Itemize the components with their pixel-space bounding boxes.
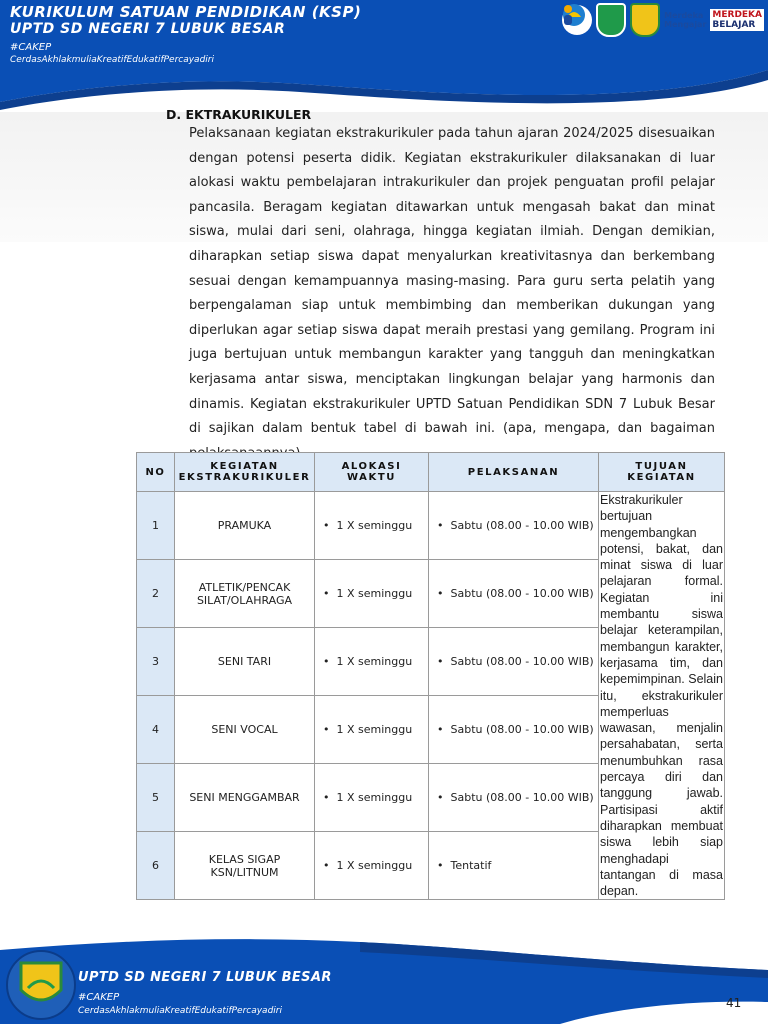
bullet-item: • Sabtu (08.00 - 10.00 WIB) — [437, 723, 594, 736]
header-motto: CerdasAkhlakmuliaKreatifEdukatifPercayadiri — [10, 55, 214, 65]
schedule — [429, 492, 599, 560]
bullet-item: • 1 X seminggu — [323, 519, 412, 532]
bullet-item: • 1 X seminggu — [323, 587, 412, 600]
bullet-item: • 1 X seminggu — [323, 859, 412, 872]
section-paragraph: Pelaksanaan kegiatan ekstrakurikuler pada tahun ajaran 2024/2025 disesuaikan dengan potensi peserta didik. Kegiatan ekstrakurikuler dilaksanakan di luar alokasi waktu pembelajaran intrakurikuler dan projek penguatan profil pelajar pancasila. Beragam kegiatan ditawarkan untuk mengasah bakat dan minat siswa, mulai dari seni, olahraga, hingga kegiatan ilmiah. Dengan demikian, diharapkan setiap siswa dapat menyalurkan kreativitasnya dan berkembang sesuai dengan kemampuannya masing-masing. Para guru serta pelatih yang berpengalaman siap untuk membimbing dan memberikan dukungan yang diperlukan agar setiap siswa dapat meraih prestasi yang gemilang. Program ini juga bertujuan untuk membangun karakter yang tangguh dan meningkatkan kerjasama antar siswa, menciptakan lingkungan belajar yang harmonis dan dinamis. Kegiatan ekstrakurikuler UPTD Satuan Pendidikan SDN 7 Lubuk Besar di sajikan dalam bentuk tabel di bawah ini. (apa, mengapa, dan bagaiman — [189, 126, 715, 437]
activity-name: PRAMUKA — [175, 492, 315, 560]
footer-motto: CerdasAkhlakmuliaKreatifEdukatifPercayadiri — [78, 1006, 282, 1016]
bullet-item: • Sabtu (08.00 - 10.00 WIB) — [437, 587, 594, 600]
merdeka-belajar-text-1: MERDEKA — [712, 10, 762, 20]
time-allocation — [315, 764, 429, 832]
schedule — [429, 628, 599, 696]
footer-school-name: UPTD SD NEGERI 7 LUBUK BESAR — [78, 970, 332, 985]
schedule — [429, 560, 599, 628]
schedule — [429, 832, 599, 900]
header-no: NO — [137, 453, 175, 492]
bullet-item: • 1 X seminggu — [323, 791, 412, 804]
merdeka-belajar-text-2: BELAJAR — [712, 20, 756, 30]
time-allocation — [315, 560, 429, 628]
extracurricular-table — [136, 452, 725, 900]
header-school-name: UPTD SD NEGERI 7 LUBUK BESAR — [10, 21, 286, 37]
header-title: KURIKULUM SATUAN PENDIDIKAN (KSP) — [10, 3, 362, 21]
bullet-item: • Tentatif — [437, 859, 491, 872]
bullet-item: • Sabtu (08.00 - 10.00 WIB) — [437, 655, 594, 668]
section-title: D. EKTRAKURIKULER — [166, 107, 312, 122]
bullet-item: • Sabtu (08.00 - 10.00 WIB) — [437, 791, 594, 804]
merdeka-mengajar-logo — [664, 11, 706, 29]
activity-name: SENI VOCAL — [175, 696, 315, 764]
row-number: 1 — [137, 492, 175, 560]
mengajar-text: Mengajar — [664, 20, 707, 29]
footer-hashtag: #CAKEP — [78, 992, 120, 1003]
row-number: 6 — [137, 832, 175, 900]
bullet-item: • 1 X seminggu — [323, 655, 412, 668]
time-allocation — [315, 832, 429, 900]
merdeka-text: Merdeka — [664, 11, 704, 20]
page-header — [0, 0, 768, 112]
row-number: 4 — [137, 696, 175, 764]
activity-goal: Ekstrakurikuler bertujuan mengembangkan potensi, bakat, dan minat siswa di luar pelajaran formal. Kegiatan ini membantu siswa belajar keterampilan, membangun karakter, kerjasama tim, dan kepemimpinan. Selain itu, ekstrakurikuler memperluas wawasan, menjalin persahabatan, serta menumbuhkan rasa percaya diri dan tanggung jawab. Partisipasi aktif diharapkan membuat siswa lebih siap menghadapi tantangan di masa depan. — [600, 493, 723, 899]
activity-name: SENI MENGGAMBAR — [175, 764, 315, 832]
header-pelaksanaan: PELAKSANAN — [429, 453, 599, 492]
row-number: 2 — [137, 560, 175, 628]
province-emblem-icon — [596, 3, 626, 37]
table-header-row — [137, 453, 725, 492]
row-number: 5 — [137, 764, 175, 832]
regency-emblem-icon — [630, 3, 660, 37]
time-allocation — [315, 696, 429, 764]
header-logos — [562, 3, 764, 37]
schedule — [429, 696, 599, 764]
header-tujuan: TUJUAN KEGIATAN — [599, 453, 725, 492]
merdeka-belajar-logo — [710, 9, 764, 31]
schedule — [429, 764, 599, 832]
header-kegiatan: KEGIATAN EKSTRAKURIKULER — [175, 453, 315, 492]
table-row — [137, 492, 725, 560]
time-allocation — [315, 628, 429, 696]
bullet-item: • Sabtu (08.00 - 10.00 WIB) — [437, 519, 594, 532]
page-number: 41 — [726, 996, 742, 1010]
activity-name: SENI TARI — [175, 628, 315, 696]
row-number: 3 — [137, 628, 175, 696]
bullet-item: • 1 X seminggu — [323, 723, 412, 736]
school-emblem-icon — [6, 950, 76, 1020]
activity-name: KELAS SIGAP KSN/LITNUM — [175, 832, 315, 900]
merdeka-mengajar-icon — [562, 3, 574, 27]
header-hashtag: #CAKEP — [10, 42, 52, 53]
activity-name: ATLETIK/PENCAK SILAT/OLAHRAGA — [175, 560, 315, 628]
header-alokasi: ALOKASI WAKTU — [315, 453, 429, 492]
time-allocation — [315, 492, 429, 560]
